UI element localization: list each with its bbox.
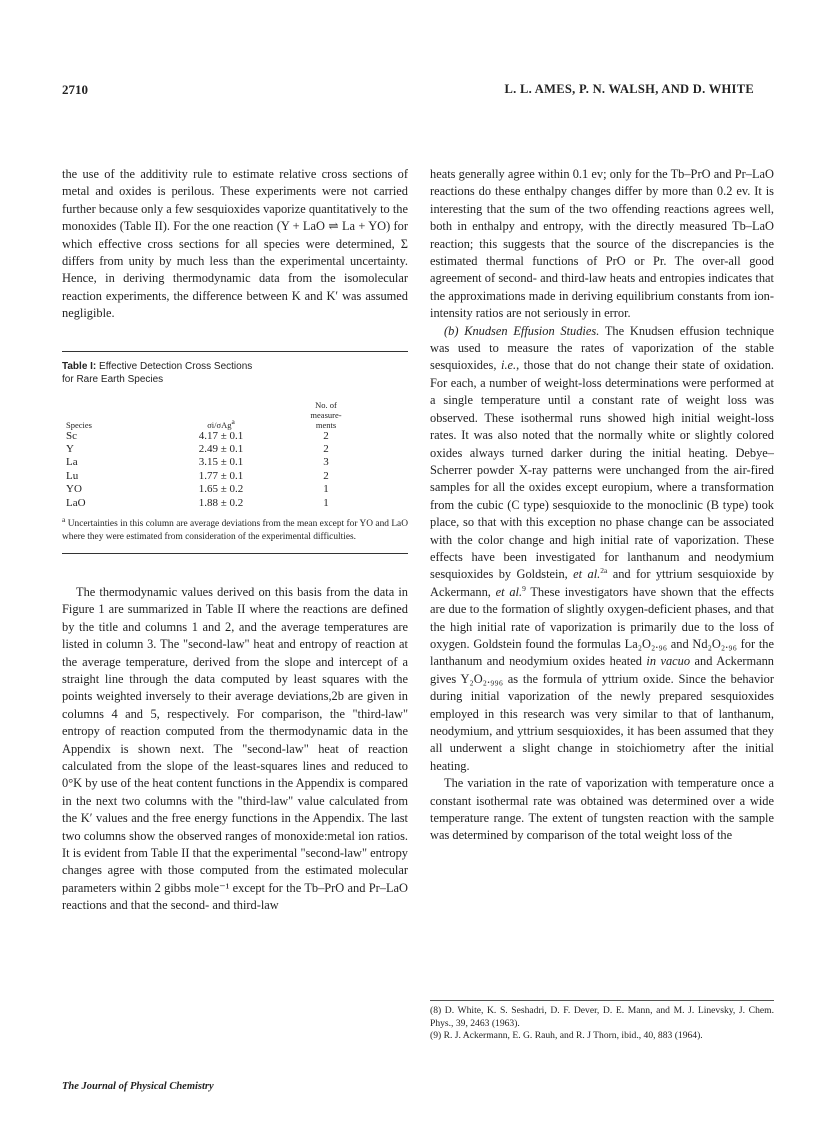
cell-ratio: 3.15 ± 0.1 xyxy=(198,456,244,469)
table-row xyxy=(66,456,366,469)
cell-count: 2 xyxy=(323,429,329,442)
cell-species: La xyxy=(66,456,78,469)
cell-count: 1 xyxy=(323,496,329,509)
footnote-8: (8) D. White, K. S. Seshadri, D. F. Dever, D. E. Mann, and M. J. Linevsky, J. Chem. Phys., 39, 2463 (1963). xyxy=(430,1005,774,1029)
left-paragraph-1: the use of the additivity rule to estimate relative cross sections of metal and oxides is perilous. These experiments were not carried further because only a few sesquioxides vaporize quantitatively to the monoxides (Table II). For the one reaction (Y + LaO ⇌ La + YO) for which effective cross sections for all species were determined, Σ differs from unity by much less than the experimental uncertainty. Hence, in deriving thermodynamic data from the isomolecular reaction experiments, the difference between K and K′ was assumed negligible. xyxy=(62,167,408,321)
cell-count: 1 xyxy=(323,483,329,496)
table-row xyxy=(66,497,366,510)
cell-count: 3 xyxy=(323,456,329,469)
cell-ratio: 1.88 ± 0.2 xyxy=(198,496,244,509)
table-1-title-line2: for Rare Earth Species xyxy=(62,373,164,385)
cell-species: LaO xyxy=(66,496,86,509)
header-species: Species xyxy=(66,419,92,430)
table-1-footnote: $^a$ Uncertainties in this column are average deviations from the mean except for YO and LaO where they were estimated from consideration of the experimental difficulties. xyxy=(62,514,408,542)
cell-count: 2 xyxy=(323,443,329,456)
table-row xyxy=(66,430,366,443)
table-1-label: Table I: xyxy=(62,360,97,372)
right-paragraph-3: The variation in the rate of vaporization with temperature once a constant isothermal rate was obtained was determined over a wide temperature range. The extent of tungsten reaction with the sample was determined by comparison of the total weight loss of the xyxy=(430,776,774,843)
table-row xyxy=(66,443,366,456)
footnote-divider xyxy=(430,1000,774,1001)
table-header-row xyxy=(66,400,366,430)
right-paragraph-1: heats generally agree within 0.1 ev; only for the Tb–PrO and Pr–LaO reactions do these enthalpy changes differ by more than 0.2 ev. It is interesting that the sum of the two offending reactions agrees well, both in enthalpy and entropy, with the directly measured Tb–LaO reaction; this suggests that the source of the discrepancies is the estimated thermal functions of PrO or Pr. The over-all good agreement of second- and third-law heats and entropies indicates that the approximations made in deriving equilibrium constants from ion-intensity ratios are not seriously in error. xyxy=(430,167,774,321)
header-cross-section-ratio: σi/σAg$^a$ xyxy=(207,416,235,430)
page-number: 2710 xyxy=(62,82,88,97)
table-row xyxy=(66,470,366,483)
cell-ratio: 1.77 ± 0.1 xyxy=(198,469,244,482)
right-paragraph-2: (b) Knudsen Effusion Studies. The Knudsen effusion technique was used to measure the rates of vaporization of the stable sesquioxides, i.e., those that do not change their state of oxidation. For each, a number of weight-loss determinations were performed at a single temperature until a constant rate of weight loss was observed. These isothermal runs showed high initial weight-loss rates. It was also noted that the normally white or slightly colored oxides always turned darker during the initial heating. Debye–Scherrer powder X-ray patterns were unchanged from the air-fired samples for all the oxides except europium, where a transformation from the cubic (C type) sesquioxide to the monoclinic (B type) took place, so that with this exception no phase change can be associated with the color change and high initial rate of vaporization. These effects have been investigated for lanthanum and neodymium sesquioxides by Goldstein, et al.$^{2a}$ and for yttrium sesquioxide by Ackermann, et al.$^9$ These investigators have shown that the effects are due to the formation of slightly oxygen-deficient phases, and that the high initial rate of vaporization is primarily due to the loss of oxygen. Goldstein found the formulas La₂O₂.₉₆ and Nd₂O₂.₉₆ for the lanthanum and neodymium oxides heated in vacuo and Ackermann gives Y₂O₂.₉₉₆ as the formula of yttrium oxide. Since the behavior during initial vaporization of the newly prepared sesquioxides employed in this research was very similar to that of lanthanum, neodymium, and yttrium sesquioxides, it has been assumed that they all underwent a slight change in stoichiometry after the initial heating. xyxy=(430,323,775,773)
footnotes xyxy=(430,1005,774,1043)
cell-species: Lu xyxy=(66,469,79,482)
left-paragraph-2: The thermodynamic values derived on this basis from the data in Figure 1 are summarized in Table II where the reactions are defined by the title and columns 1 and 2, and the average temperatures are listed in column 3. The "second-law" heat and entropy of reaction at the average temperature, derived from the slope and intercept of a straight line through the data computed by least squares with the points weighted inversely to their average deviations,2b are given in columns 4 and 5, respectively. For comparison, the "third-law" entropy of reaction computed from the thermodynamic data in the Appendix is shown next. The "second-law" heat of reaction calculated from the slope of the least-squares lines and reduced to 0°K by use of the heat content functions in the Appendix is compared in the next two columns with the "third-law" value calculated from the K′ values and the free energy functions in the Appendix. The last two columns show the observed ranges of monoxide:metal ion ratios. It is evident from Table II that the experimental "second-law" entropy changes agree with those computed from the estimated molecular parameters within 2 gibbs mole⁻¹ except for the Tb–PrO and Pr–LaO reactions and that the second- and third-law xyxy=(62,584,408,913)
table-1-grid xyxy=(66,400,366,510)
header-measurements: No. of measure- ments xyxy=(310,399,342,430)
table-1-title-line1: Effective Detection Cross Sections xyxy=(99,360,253,372)
cell-ratio: 4.17 ± 0.1 xyxy=(198,429,244,442)
left-column xyxy=(62,166,408,915)
journal-footer: The Journal of Physical Chemistry xyxy=(62,1081,214,1092)
cell-ratio: 2.49 ± 0.1 xyxy=(198,443,244,456)
table-row xyxy=(66,483,366,496)
cell-count: 2 xyxy=(323,469,329,482)
cell-ratio: 1.65 ± 0.2 xyxy=(198,483,244,496)
table-1-title xyxy=(62,360,408,386)
table-1 xyxy=(62,351,408,554)
right-column xyxy=(430,166,774,845)
cell-species: Y xyxy=(66,443,74,456)
footnote-9: (9) R. J. Ackermann, E. G. Rauh, and R. J Thorn, ibid., 40, 883 (1964). xyxy=(430,1030,703,1042)
table-body xyxy=(66,430,366,510)
cell-species: YO xyxy=(66,483,82,496)
cell-species: Sc xyxy=(66,429,77,442)
running-header-authors: L. L. AMES, P. N. WALSH, AND D. WHITE xyxy=(504,82,754,96)
